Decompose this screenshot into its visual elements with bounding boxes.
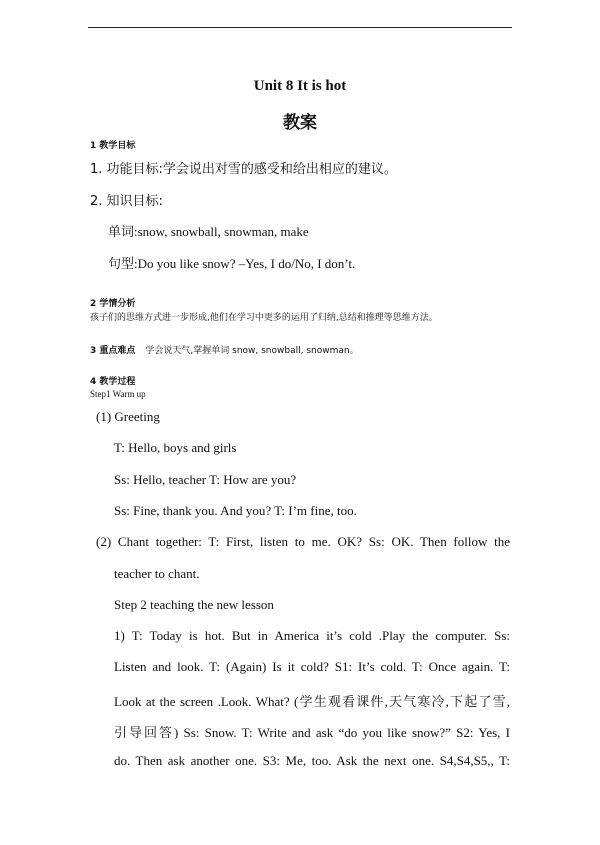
lesson-para-line-4: 引导回答) Ss: Snow. T: Write and ask “do you like snow?” S2: Yes, I bbox=[114, 725, 510, 740]
greeting-line-1: T: Hello, boys and girls bbox=[114, 440, 237, 455]
chant-line-1: (2) Chant together: T: First, listen to me. OK? Ss: OK. Then follow the bbox=[96, 534, 510, 549]
focus-text: 学会说天气,掌握单词 snow, snowball, snowman。 bbox=[145, 346, 359, 356]
lesson-para-line-1: 1) T: Today is hot. But in America it’s cold .Play the computer. Ss: bbox=[114, 628, 510, 643]
step2-label: Step 2 teaching the new lesson bbox=[114, 597, 274, 612]
lesson-para-line-2: Listen and look. T: (Again) Is it cold? S1: It’s cold. T: Once again. T: bbox=[114, 659, 510, 674]
greeting-heading: (1) Greeting bbox=[96, 409, 160, 424]
step1-label: Step1 Warm up bbox=[90, 389, 146, 399]
chant-line-2: teacher to chant. bbox=[114, 566, 200, 581]
header-rule bbox=[88, 27, 512, 28]
greeting-line-2: Ss: Hello, teacher T: How are you? bbox=[114, 472, 297, 487]
lesson-para-line-5: do. Then ask another one. S3: Me, too. Ask the next one. S4,S4,S5,, T: bbox=[114, 753, 510, 768]
section-heading-objectives: 1 教学目标 bbox=[90, 141, 136, 151]
analysis-text: 孩子们的思维方式进一步形成,他们在学习中更多的运用了归纳,总结和推理等思维方法。 bbox=[90, 313, 438, 323]
document-title: Unit 8 It is hot bbox=[253, 78, 347, 94]
section-heading-focus bbox=[90, 343, 359, 356]
objective-knowledge: 2. 知识目标: bbox=[90, 194, 163, 209]
objective-functional: 1. 功能目标:学会说出对雪的感受和给出相应的建议。 bbox=[90, 162, 397, 177]
section-heading-process: 4 教学过程 bbox=[90, 377, 136, 387]
lesson-para-line-3: Look at the screen .Look. What? (学生观看课件,天气寒冷,下起了雪, bbox=[114, 694, 510, 709]
sentence-pattern-line: 句型:Do you like snow? –Yes, I do/No, I don’t. bbox=[108, 256, 356, 271]
vocabulary-line: 单词:snow, snowball, snowman, make bbox=[108, 224, 309, 239]
document-subtitle: 教案 bbox=[283, 113, 317, 133]
focus-heading-label: 3 重点难点 bbox=[90, 346, 136, 356]
section-heading-analysis: 2 学情分析 bbox=[90, 299, 136, 309]
greeting-line-3: Ss: Fine, thank you. And you? T: I’m fine, too. bbox=[114, 503, 357, 518]
